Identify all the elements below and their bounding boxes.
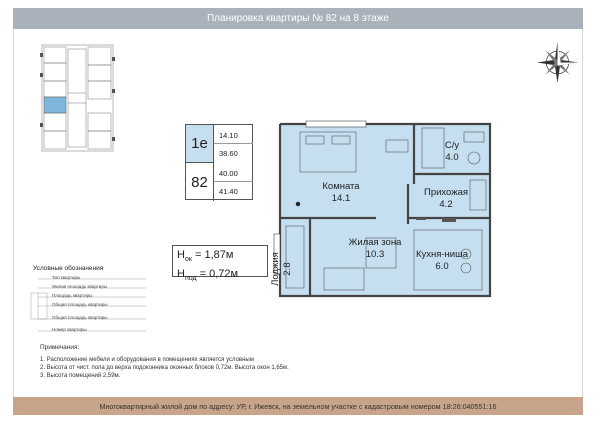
room-area: 2.8 (282, 262, 293, 276)
legend-item: Тип квартиры (52, 275, 81, 280)
room-area: 4.0 (445, 152, 459, 163)
legend-title: Условные обозначения (33, 265, 104, 272)
room-hallway (415, 187, 477, 211)
room-name: Прихожая (423, 187, 469, 198)
building-key-plan (40, 43, 115, 153)
room-living-zone (340, 237, 410, 261)
footer-bar (13, 397, 583, 415)
total-area-value: 40.00 (219, 169, 238, 178)
room-area: 10.3 (365, 249, 385, 260)
page-title: Планировка квартиры № 82 на 8 этаже (206, 13, 389, 24)
room-bathroom (432, 140, 472, 164)
room-name: Комната (322, 181, 360, 192)
room-area: 6.0 (435, 261, 449, 272)
divider (214, 181, 253, 182)
room-name: Жилая зона (348, 237, 402, 248)
sill-height: $H_{под} = 0,72м$ (177, 268, 239, 283)
note-item: 3. Высота помещений 2,59м. (40, 373, 121, 379)
room-loggia (270, 249, 294, 289)
footer-text: Многоквартирный жилой дом по адресу: УР, г. Ижевск, на земельном участке с кадастровым номером 18:26:040551:16 (99, 401, 497, 411)
window-heights-box (172, 245, 268, 283)
room-kitchen (410, 249, 474, 273)
highlighted-apartment (44, 97, 66, 113)
note-item: 2. Высота от чист. пола до верха подоконника оконных блоков 0,72м. Высота окон 1,65м. (40, 365, 289, 371)
room-komnata (308, 181, 374, 205)
room-name: Кухня-ниша (415, 249, 469, 260)
total-area-full-value: 41.40 (219, 187, 238, 196)
room-area: 14.1 (331, 193, 351, 204)
room-name: Лоджия (270, 252, 281, 286)
window-height: $H_{ок} = 1,87м$ (177, 249, 234, 264)
legend-item: Номер квартиры (52, 327, 87, 332)
divider (214, 143, 253, 144)
note-item: 1. Расположение мебели и оборудования в помещениях является условным (40, 357, 254, 363)
legend-item: Площадь квартиры (52, 293, 93, 298)
apartment-type: 1е (186, 125, 214, 163)
legend-item: Общая площадь квартиры (52, 302, 108, 307)
page-title-bar (13, 8, 583, 29)
living-area-value: 14.10 (219, 131, 238, 140)
legend-item: Жилая площадь квартиры (52, 284, 108, 289)
notes (40, 356, 289, 380)
compass-rose-icon (535, 40, 580, 85)
notes-title: Примечания: (40, 344, 80, 351)
apartment-info-box (185, 124, 253, 200)
apartment-area-value: 38.60 (219, 149, 238, 158)
apartment-number: 82 (186, 163, 214, 201)
legend-item: Общая площадь квартиры (52, 315, 108, 320)
room-area: 4.2 (439, 199, 453, 210)
room-name: С/у (444, 140, 460, 151)
legend (28, 275, 148, 337)
